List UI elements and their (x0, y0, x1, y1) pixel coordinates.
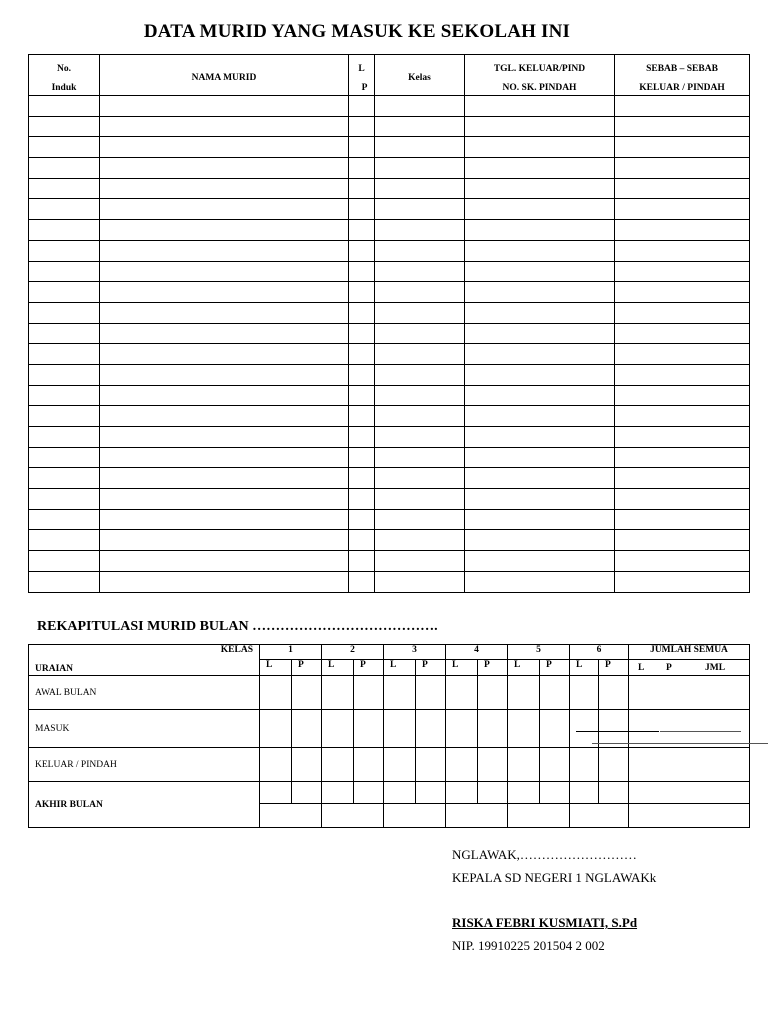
table-cell (100, 509, 349, 530)
table-cell (349, 116, 375, 137)
table-row (29, 530, 750, 551)
table-cell (100, 261, 349, 282)
table-cell (100, 240, 349, 261)
table-cell (100, 178, 349, 199)
stray-line (576, 731, 659, 732)
table-cell (615, 261, 750, 282)
col-lp-line1: L (358, 64, 365, 74)
table-cell (375, 96, 465, 117)
recap-cell (540, 676, 570, 710)
table-cell (465, 302, 615, 323)
table-cell (100, 220, 349, 241)
table-cell (29, 178, 100, 199)
col-no-induk (29, 55, 100, 96)
recap-cell (260, 748, 292, 782)
table-row (29, 344, 750, 365)
table-cell (349, 282, 375, 303)
table-cell (29, 282, 100, 303)
recap-cell (384, 782, 416, 804)
table-cell (349, 364, 375, 385)
table-cell (615, 509, 750, 530)
table-cell (349, 385, 375, 406)
table-cell (100, 344, 349, 365)
table-cell (29, 302, 100, 323)
recap-cell (508, 748, 540, 782)
table-cell (615, 530, 750, 551)
student-table-body (29, 96, 750, 593)
table-cell (465, 385, 615, 406)
table-cell (29, 468, 100, 489)
table-cell (465, 530, 615, 551)
table-cell (29, 571, 100, 592)
table-cell (349, 447, 375, 468)
class-1-l-label: L (260, 660, 292, 676)
table-cell (465, 199, 615, 220)
recap-total-cell (260, 804, 322, 828)
row-label-keluar-pindah: KELUAR / PINDAH (29, 748, 260, 782)
table-cell (375, 199, 465, 220)
table-cell (375, 240, 465, 261)
table-cell (100, 468, 349, 489)
table-cell (100, 364, 349, 385)
table-cell (375, 551, 465, 572)
col-lp-line2: P (361, 83, 368, 93)
table-cell (349, 96, 375, 117)
table-row (29, 323, 750, 344)
table-cell (465, 220, 615, 241)
kelas-label: KELAS (220, 645, 253, 655)
table-cell (29, 261, 100, 282)
table-row (29, 468, 750, 489)
recap-cell (446, 748, 478, 782)
table-cell (615, 137, 750, 158)
col-sebab-line2: KELUAR / PINDAH (639, 83, 725, 93)
table-cell (349, 344, 375, 365)
class-3-header: 3 (384, 645, 446, 660)
recap-table (28, 644, 750, 828)
recap-cell (478, 748, 508, 782)
class-6-header: 6 (570, 645, 629, 660)
table-cell (615, 364, 750, 385)
table-row (29, 364, 750, 385)
recap-cell (446, 710, 478, 748)
recap-cell (629, 748, 750, 782)
class-3-p-label: P (416, 660, 446, 676)
table-cell (100, 530, 349, 551)
col-no-line1: No. (57, 64, 71, 74)
table-row (29, 489, 750, 510)
table-cell (375, 178, 465, 199)
table-cell (100, 447, 349, 468)
recap-cell (322, 710, 354, 748)
table-cell (375, 530, 465, 551)
table-cell (615, 282, 750, 303)
table-cell (615, 551, 750, 572)
table-cell (100, 427, 349, 448)
recap-cell (570, 676, 599, 710)
table-cell (375, 509, 465, 530)
table-cell (375, 282, 465, 303)
class-6-p-label: P (599, 660, 629, 676)
recap-cell (570, 710, 599, 748)
recap-total-cell (322, 804, 384, 828)
recap-cell (446, 676, 478, 710)
class-1-header: 1 (260, 645, 322, 660)
table-cell (29, 551, 100, 572)
table-cell (349, 530, 375, 551)
col-no-line2: Induk (51, 83, 77, 93)
table-cell (100, 116, 349, 137)
table-cell (615, 323, 750, 344)
table-cell (100, 96, 349, 117)
table-cell (29, 116, 100, 137)
row-label-masuk: MASUK (29, 710, 260, 748)
recap-cell (478, 782, 508, 804)
recap-cell (629, 782, 750, 804)
recap-cell (322, 748, 354, 782)
table-cell (100, 282, 349, 303)
table-cell (375, 364, 465, 385)
recap-total-cell (384, 804, 446, 828)
signature-position: KEPALA SD NEGERI 1 NGLAWAKk (452, 870, 657, 885)
table-cell (29, 220, 100, 241)
table-cell (349, 199, 375, 220)
class-4-header: 4 (446, 645, 508, 660)
recap-cell (354, 782, 384, 804)
table-cell (465, 489, 615, 510)
table-cell (375, 406, 465, 427)
col-kelas-label: Kelas (408, 73, 431, 83)
table-cell (349, 468, 375, 489)
recap-cell (478, 710, 508, 748)
class-3-l-label: L (384, 660, 416, 676)
table-cell (29, 447, 100, 468)
table-cell (465, 509, 615, 530)
table-cell (465, 240, 615, 261)
recap-cell (260, 782, 292, 804)
table-row (29, 96, 750, 117)
stray-line (592, 743, 768, 744)
table-cell (29, 530, 100, 551)
jumlah-jml-label: JML (705, 663, 726, 673)
recap-cell (508, 676, 540, 710)
recap-cell (384, 710, 416, 748)
table-cell (100, 199, 349, 220)
recap-cell (629, 710, 750, 748)
class-2-p-label: P (354, 660, 384, 676)
table-cell (349, 323, 375, 344)
table-cell (375, 137, 465, 158)
table-cell (29, 240, 100, 261)
col-tgl-line1: TGL. KELUAR/PIND (493, 64, 586, 74)
table-cell (375, 158, 465, 179)
table-cell (615, 406, 750, 427)
table-cell (615, 571, 750, 592)
col-nama-murid (100, 55, 349, 96)
table-cell (465, 364, 615, 385)
page-title: DATA MURID YANG MASUK KE SEKOLAH INI (143, 21, 571, 42)
student-table-header (29, 55, 750, 96)
table-cell (29, 137, 100, 158)
table-cell (349, 427, 375, 448)
class-4-p-label: P (478, 660, 508, 676)
table-cell (29, 199, 100, 220)
recap-cell (540, 710, 570, 748)
table-cell (615, 468, 750, 489)
recap-cell (446, 782, 478, 804)
jumlah-lp-header (629, 660, 750, 676)
uraian-label: URAIAN (35, 664, 73, 674)
jumlah-l-label: L (638, 663, 645, 673)
signature-place-date: NGLAWAK,……………………… (452, 847, 637, 862)
student-table (28, 54, 750, 593)
jumlah-p-label: P (666, 663, 672, 673)
recap-cell (478, 676, 508, 710)
table-cell (29, 509, 100, 530)
table-row (29, 220, 750, 241)
table-cell (375, 323, 465, 344)
recap-cell (599, 710, 629, 748)
class-5-l-label: L (508, 660, 540, 676)
table-cell (615, 220, 750, 241)
table-cell (375, 116, 465, 137)
table-row (29, 199, 750, 220)
table-cell (375, 385, 465, 406)
table-cell (100, 158, 349, 179)
table-cell (29, 406, 100, 427)
table-cell (375, 447, 465, 468)
col-lp (349, 55, 375, 96)
table-row (29, 137, 750, 158)
signature-nip: NIP. 19910225 201504 2 002 (452, 938, 605, 953)
col-sebab (615, 55, 750, 96)
col-tgl-keluar (465, 55, 615, 96)
recap-cell (384, 676, 416, 710)
table-cell (375, 220, 465, 241)
recap-cell (540, 748, 570, 782)
table-cell (29, 489, 100, 510)
recap-cell (599, 748, 629, 782)
recap-cell (508, 710, 540, 748)
table-cell (465, 406, 615, 427)
table-cell (100, 323, 349, 344)
recap-row-akhir (29, 782, 750, 804)
table-row (29, 509, 750, 530)
table-cell (375, 261, 465, 282)
table-cell (29, 96, 100, 117)
table-cell (465, 323, 615, 344)
recap-cell (416, 710, 446, 748)
table-row (29, 116, 750, 137)
table-cell (100, 571, 349, 592)
recap-cell (292, 710, 322, 748)
table-cell (465, 178, 615, 199)
table-row (29, 178, 750, 199)
table-cell (349, 261, 375, 282)
table-cell (375, 427, 465, 448)
table-cell (615, 489, 750, 510)
class-4-l-label: L (446, 660, 478, 676)
col-nama-label: NAMA MURID (191, 73, 257, 83)
table-cell (615, 96, 750, 117)
table-row (29, 427, 750, 448)
table-cell (100, 385, 349, 406)
recap-cell (292, 748, 322, 782)
class-2-header: 2 (322, 645, 384, 660)
recap-total-cell (446, 804, 508, 828)
table-cell (349, 571, 375, 592)
table-cell (465, 282, 615, 303)
signature-name: RISKA FEBRI KUSMIATI, S.Pd (452, 915, 638, 930)
class-2-l-label: L (322, 660, 354, 676)
table-cell (615, 427, 750, 448)
table-cell (465, 551, 615, 572)
recap-cell (599, 782, 629, 804)
class-1-p-label: P (292, 660, 322, 676)
recap-cell (354, 710, 384, 748)
class-5-p-label: P (540, 660, 570, 676)
table-cell (100, 489, 349, 510)
table-row (29, 385, 750, 406)
class-5-header: 5 (508, 645, 570, 660)
table-cell (465, 571, 615, 592)
recap-cell (508, 782, 540, 804)
table-cell (349, 220, 375, 241)
table-cell (615, 158, 750, 179)
table-cell (349, 302, 375, 323)
table-cell (29, 158, 100, 179)
recap-header-uraian (29, 645, 260, 676)
recap-cell (260, 710, 292, 748)
recap-cell (416, 782, 446, 804)
table-cell (375, 344, 465, 365)
table-cell (375, 302, 465, 323)
table-cell (349, 406, 375, 427)
table-cell (615, 199, 750, 220)
table-cell (615, 385, 750, 406)
recap-cell (540, 782, 570, 804)
table-cell (465, 344, 615, 365)
table-cell (349, 240, 375, 261)
table-cell (615, 240, 750, 261)
table-row (29, 158, 750, 179)
recap-cell (292, 676, 322, 710)
table-row (29, 406, 750, 427)
table-cell (100, 137, 349, 158)
table-cell (29, 385, 100, 406)
recap-row-masuk (29, 710, 750, 748)
table-cell (375, 571, 465, 592)
recap-total-cell (570, 804, 629, 828)
col-kelas (375, 55, 465, 96)
table-cell (465, 137, 615, 158)
table-cell (100, 406, 349, 427)
recap-cell (384, 748, 416, 782)
recap-cell (416, 676, 446, 710)
stray-line (660, 731, 741, 732)
table-cell (465, 427, 615, 448)
table-cell (465, 158, 615, 179)
table-row (29, 282, 750, 303)
table-cell (349, 509, 375, 530)
recap-total-cell (629, 804, 750, 828)
table-cell (615, 447, 750, 468)
table-cell (349, 489, 375, 510)
table-cell (465, 261, 615, 282)
col-sebab-line1: SEBAB – SEBAB (646, 64, 718, 74)
recap-cell (322, 676, 354, 710)
table-cell (100, 302, 349, 323)
table-cell (349, 137, 375, 158)
recap-cell (570, 782, 599, 804)
table-row (29, 261, 750, 282)
table-row (29, 240, 750, 261)
table-cell (349, 178, 375, 199)
table-cell (29, 427, 100, 448)
table-cell (29, 344, 100, 365)
recap-cell (322, 782, 354, 804)
table-cell (615, 302, 750, 323)
recap-title: REKAPITULASI MURID BULAN …………………………………. (37, 619, 438, 634)
recap-cell (354, 676, 384, 710)
recap-cell (416, 748, 446, 782)
table-cell (375, 489, 465, 510)
recap-cell (570, 748, 599, 782)
table-row (29, 302, 750, 323)
row-label-akhir-bulan: AKHIR BULAN (29, 782, 260, 828)
table-cell (349, 158, 375, 179)
recap-cell (354, 748, 384, 782)
table-row (29, 447, 750, 468)
recap-row-awal (29, 676, 750, 710)
table-cell (465, 96, 615, 117)
table-cell (349, 551, 375, 572)
table-cell (615, 344, 750, 365)
table-cell (465, 468, 615, 489)
recap-cell (292, 782, 322, 804)
table-row (29, 571, 750, 592)
col-tgl-line2: NO. SK. PINDAH (502, 83, 577, 93)
table-cell (465, 447, 615, 468)
recap-total-cell (508, 804, 570, 828)
table-cell (375, 468, 465, 489)
recap-row-keluar (29, 748, 750, 782)
table-cell (29, 323, 100, 344)
row-label-awal-bulan: AWAL BULAN (29, 676, 260, 710)
recap-cell (629, 676, 750, 710)
table-cell (615, 178, 750, 199)
recap-cell (260, 676, 292, 710)
table-cell (465, 116, 615, 137)
table-cell (615, 116, 750, 137)
table-cell (29, 364, 100, 385)
table-cell (100, 551, 349, 572)
recap-cell (599, 676, 629, 710)
jumlah-semua-header: JUMLAH SEMUA (629, 645, 750, 660)
class-6-l-label: L (570, 660, 599, 676)
table-row (29, 551, 750, 572)
